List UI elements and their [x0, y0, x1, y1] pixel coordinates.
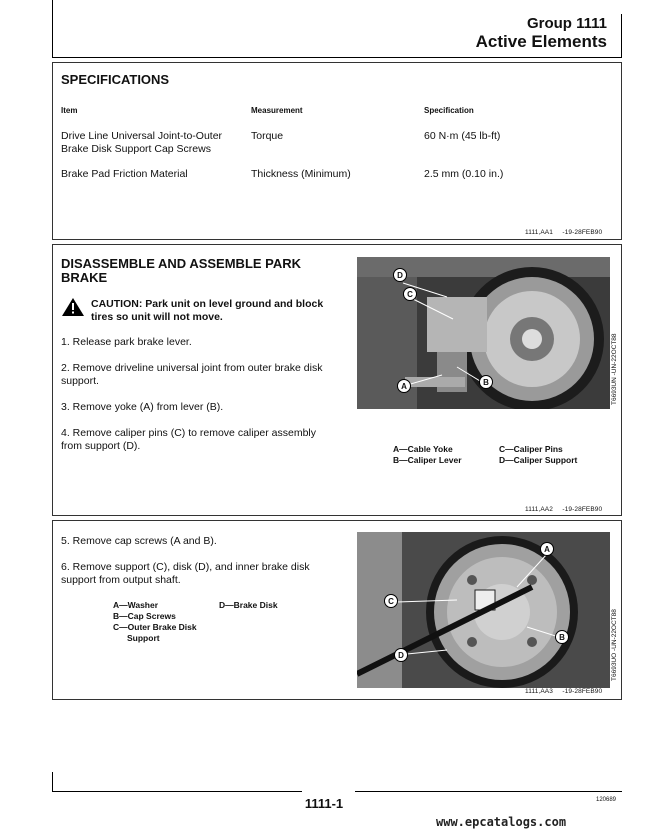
- brake-disk-photo-code: T6693UO -UN-22OCT88: [611, 609, 618, 681]
- park-brake-heading-line2: BRAKE: [61, 270, 108, 285]
- step-2-line2: support.: [61, 375, 99, 387]
- cap-screws-box: [52, 520, 622, 700]
- caution-line1: CAUTION: Park unit on level ground and block: [91, 298, 324, 310]
- legend-cable-yoke: A—Cable Yoke: [393, 444, 453, 454]
- step-4-line2: from support (D).: [61, 440, 141, 452]
- group-number: Group 1111: [526, 15, 607, 32]
- caution-line2: tires so unit will not move.: [91, 311, 223, 323]
- step-1: 1. Release park brake lever.: [61, 336, 192, 348]
- legend-outer-brake-disk-support: Support: [127, 633, 160, 643]
- park-brake-code: 1111,AA2 -19-28FEB90: [525, 506, 603, 513]
- caliper-photo: [357, 257, 610, 409]
- header-bottom-rule: [52, 57, 622, 58]
- caliper-photo-code: T6693UN -UN-22OCT88: [611, 333, 618, 405]
- brake-disk-photo-drawing: [357, 532, 610, 688]
- step-4: [61, 427, 316, 453]
- callout-support-c: C: [384, 594, 398, 608]
- spec-row-1-item-line1: Drive Line Universal Joint-to-Outer: [61, 130, 223, 142]
- callout-a: A: [397, 379, 411, 393]
- step-6-line2: support from output shaft.: [61, 574, 181, 586]
- page-title: Active Elements: [475, 32, 607, 51]
- park-brake-legend-left: [393, 444, 462, 466]
- step-6-line1: 6. Remove support (C), disk (D), and inner brake disk: [61, 561, 310, 573]
- page-number: 1111-1: [304, 796, 344, 811]
- step-2: [61, 362, 322, 388]
- specifications-code: 1111,AA1 -19-28FEB90: [525, 229, 603, 236]
- legend-cap-screws: B—Cap Screws: [113, 611, 176, 621]
- brake-disk-photo: [357, 532, 610, 688]
- step-3: 3. Remove yoke (A) from lever (B).: [61, 401, 224, 413]
- spec-row-2-item: Brake Pad Friction Material: [61, 168, 188, 180]
- legend-caliper-support: D—Caliper Support: [499, 455, 578, 465]
- legend-washer: A—Washer: [113, 600, 159, 610]
- spec-row-1-measurement: Torque: [251, 130, 284, 142]
- park-brake-heading: [61, 257, 301, 285]
- footer-rule-left: [52, 791, 302, 792]
- step-6: [61, 561, 310, 587]
- header-left-rule: [52, 0, 53, 58]
- callout-screws-b: B: [555, 630, 569, 644]
- footer-left-rule: [52, 772, 53, 792]
- caution-text: [91, 298, 323, 324]
- park-brake-legend-right: [499, 444, 577, 466]
- callout-washer-a: A: [540, 542, 554, 556]
- callout-b: B: [479, 375, 493, 389]
- specifications-box: [52, 62, 622, 240]
- header-right-rule: [621, 14, 622, 58]
- step-4-line1: 4. Remove caliper pins (C) to remove caliper assembly: [61, 427, 317, 439]
- legend-brake-disk: D—Brake Disk: [219, 600, 278, 610]
- spec-row-2-measurement: Thickness (Minimum): [251, 168, 351, 180]
- legend-caliper-lever: B—Caliper Lever: [393, 455, 462, 465]
- callout-c: C: [403, 287, 417, 301]
- legend-outer-brake-disk: C—Outer Brake Disk: [113, 622, 197, 632]
- spec-row-2-spec: 2.5 mm (0.10 in.): [424, 168, 504, 180]
- specifications-heading: SPECIFICATIONS: [61, 72, 170, 87]
- caution-icon: [61, 297, 85, 317]
- callout-disk-d: D: [394, 648, 408, 662]
- park-brake-box: [52, 244, 622, 516]
- footer-code: 120689: [596, 797, 617, 803]
- column-header-specification: Specification: [424, 106, 474, 115]
- cap-screws-legend-left: [113, 600, 197, 644]
- spec-row-1-item-line2: Brake Disk Support Cap Screws: [61, 143, 211, 155]
- watermark: www.epcatalogs.com: [436, 815, 567, 829]
- step-2-line1: 2. Remove driveline universal joint from outer brake disk: [61, 362, 323, 374]
- callout-d: D: [393, 268, 407, 282]
- step-5: 5. Remove cap screws (A and B).: [61, 535, 217, 547]
- spec-row-1-item: [61, 130, 222, 156]
- park-brake-heading-line1: DISASSEMBLE AND ASSEMBLE PARK: [61, 256, 302, 271]
- footer-rule-right: [355, 791, 622, 792]
- column-header-measurement: Measurement: [251, 106, 303, 115]
- legend-caliper-pins: C—Caliper Pins: [499, 444, 563, 454]
- spec-row-1-spec: 60 N·m (45 lb-ft): [424, 130, 501, 142]
- cap-screws-code: 1111,AA3 -19-28FEB90: [525, 688, 603, 695]
- column-header-item: Item: [61, 106, 78, 115]
